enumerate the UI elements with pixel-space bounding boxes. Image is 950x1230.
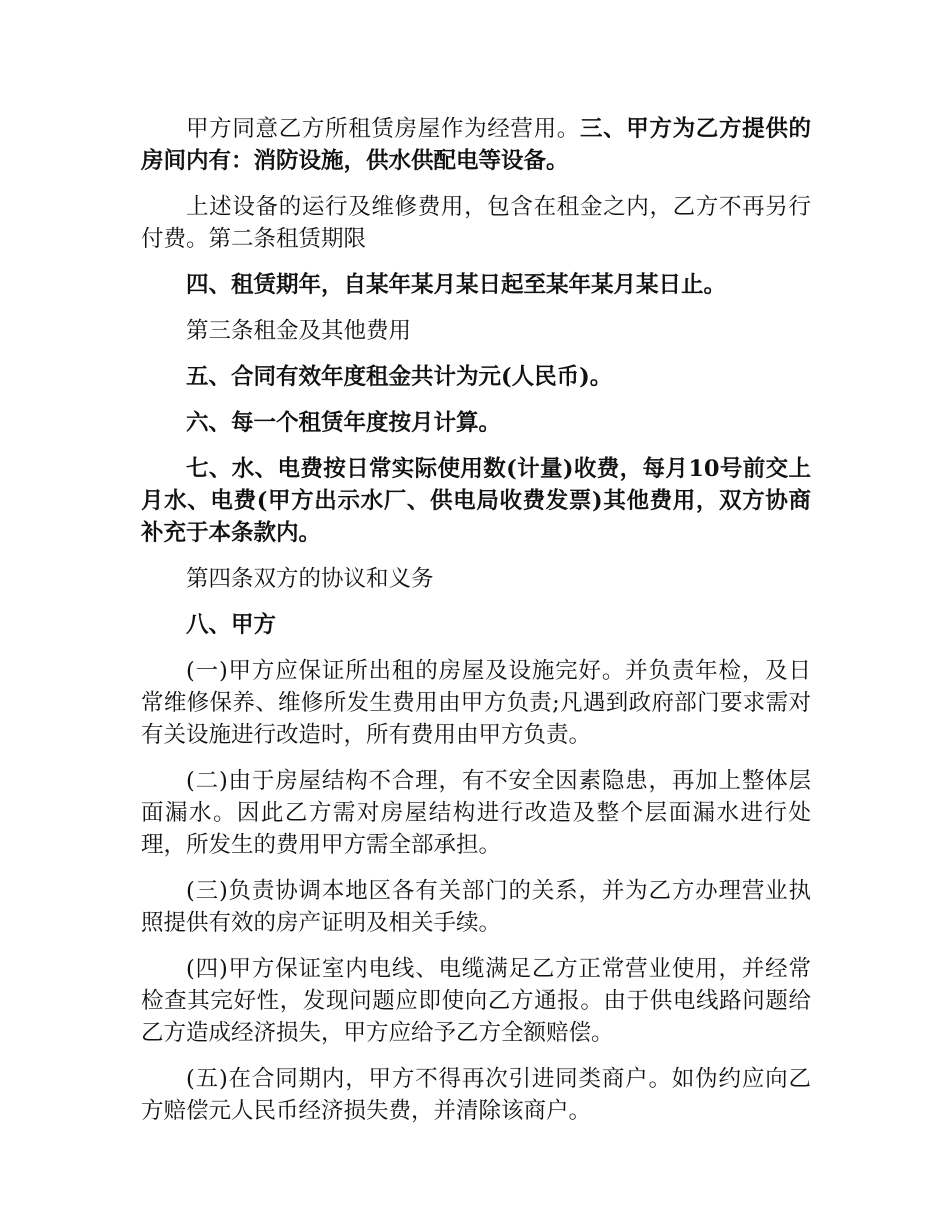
- paragraph-1: [141, 113, 811, 177]
- clause-7: 七、水、电费按日常实际使用数(计量)收费，每月10号前交上月水、电费(甲方出示水厂、供电局收费发票)其他费用，双方协商补充于本条款内。: [141, 456, 811, 546]
- sub-clause-3: (三)负责协调本地区各有关部门的关系，并为乙方办理营业执照提供有效的房产证明及相关手续。: [141, 878, 811, 936]
- clause-8-heading: 八、甲方: [186, 612, 277, 638]
- clause-5: 五、合同有效年度租金共计为元(人民币)。: [186, 364, 613, 390]
- clause-4: 四、租赁期年，自某年某月某日起至某年某月某日止。: [186, 272, 727, 298]
- document-body: [141, 113, 811, 1141]
- article-4-heading: 第四条双方的协议和义务: [186, 566, 434, 592]
- paragraph-2: 上述设备的运行及维修费用，包含在租金之内，乙方不再另行付费。第二条租赁期限: [141, 194, 811, 252]
- article-3-heading: 第三条租金及其他费用: [186, 318, 412, 344]
- sub-clause-2: (二)由于房屋结构不合理，有不安全因素隐患，再加上整体层面漏水。因此乙方需对房屋结构进行改造及整个层面漏水进行处理，所发生的费用甲方需全部承担。: [141, 768, 811, 858]
- sub-clause-1: (一)甲方应保证所出租的房屋及设施完好。并负责年检，及日常维修保养、维修所发生费用由甲方负责;凡遇到政府部门要求需对有关设施进行改造时，所有费用由甲方负责。: [141, 658, 811, 748]
- sub-clause-5: (五)在合同期内，甲方不得再次引进同类商户。如伪约应向乙方赔偿元人民币经济损失费，并清除该商户。: [141, 1066, 811, 1124]
- sub-clause-4: (四)甲方保证室内电线、电缆满足乙方正常营业使用，并经常检查其完好性，发现问题应即使向乙方通报。由于供电线路问题给乙方造成经济损失，甲方应给予乙方全额赔偿。: [141, 956, 811, 1046]
- clause-3-heading: 三、甲方为乙方提供的房间内有：消防设施，供水供配电等设备。: [141, 116, 811, 174]
- clause-6: 六、每一个租赁年度按月计算。: [186, 410, 502, 436]
- paragraph-1-normal: 甲方同意乙方所租赁房屋作为经营用。: [186, 116, 580, 142]
